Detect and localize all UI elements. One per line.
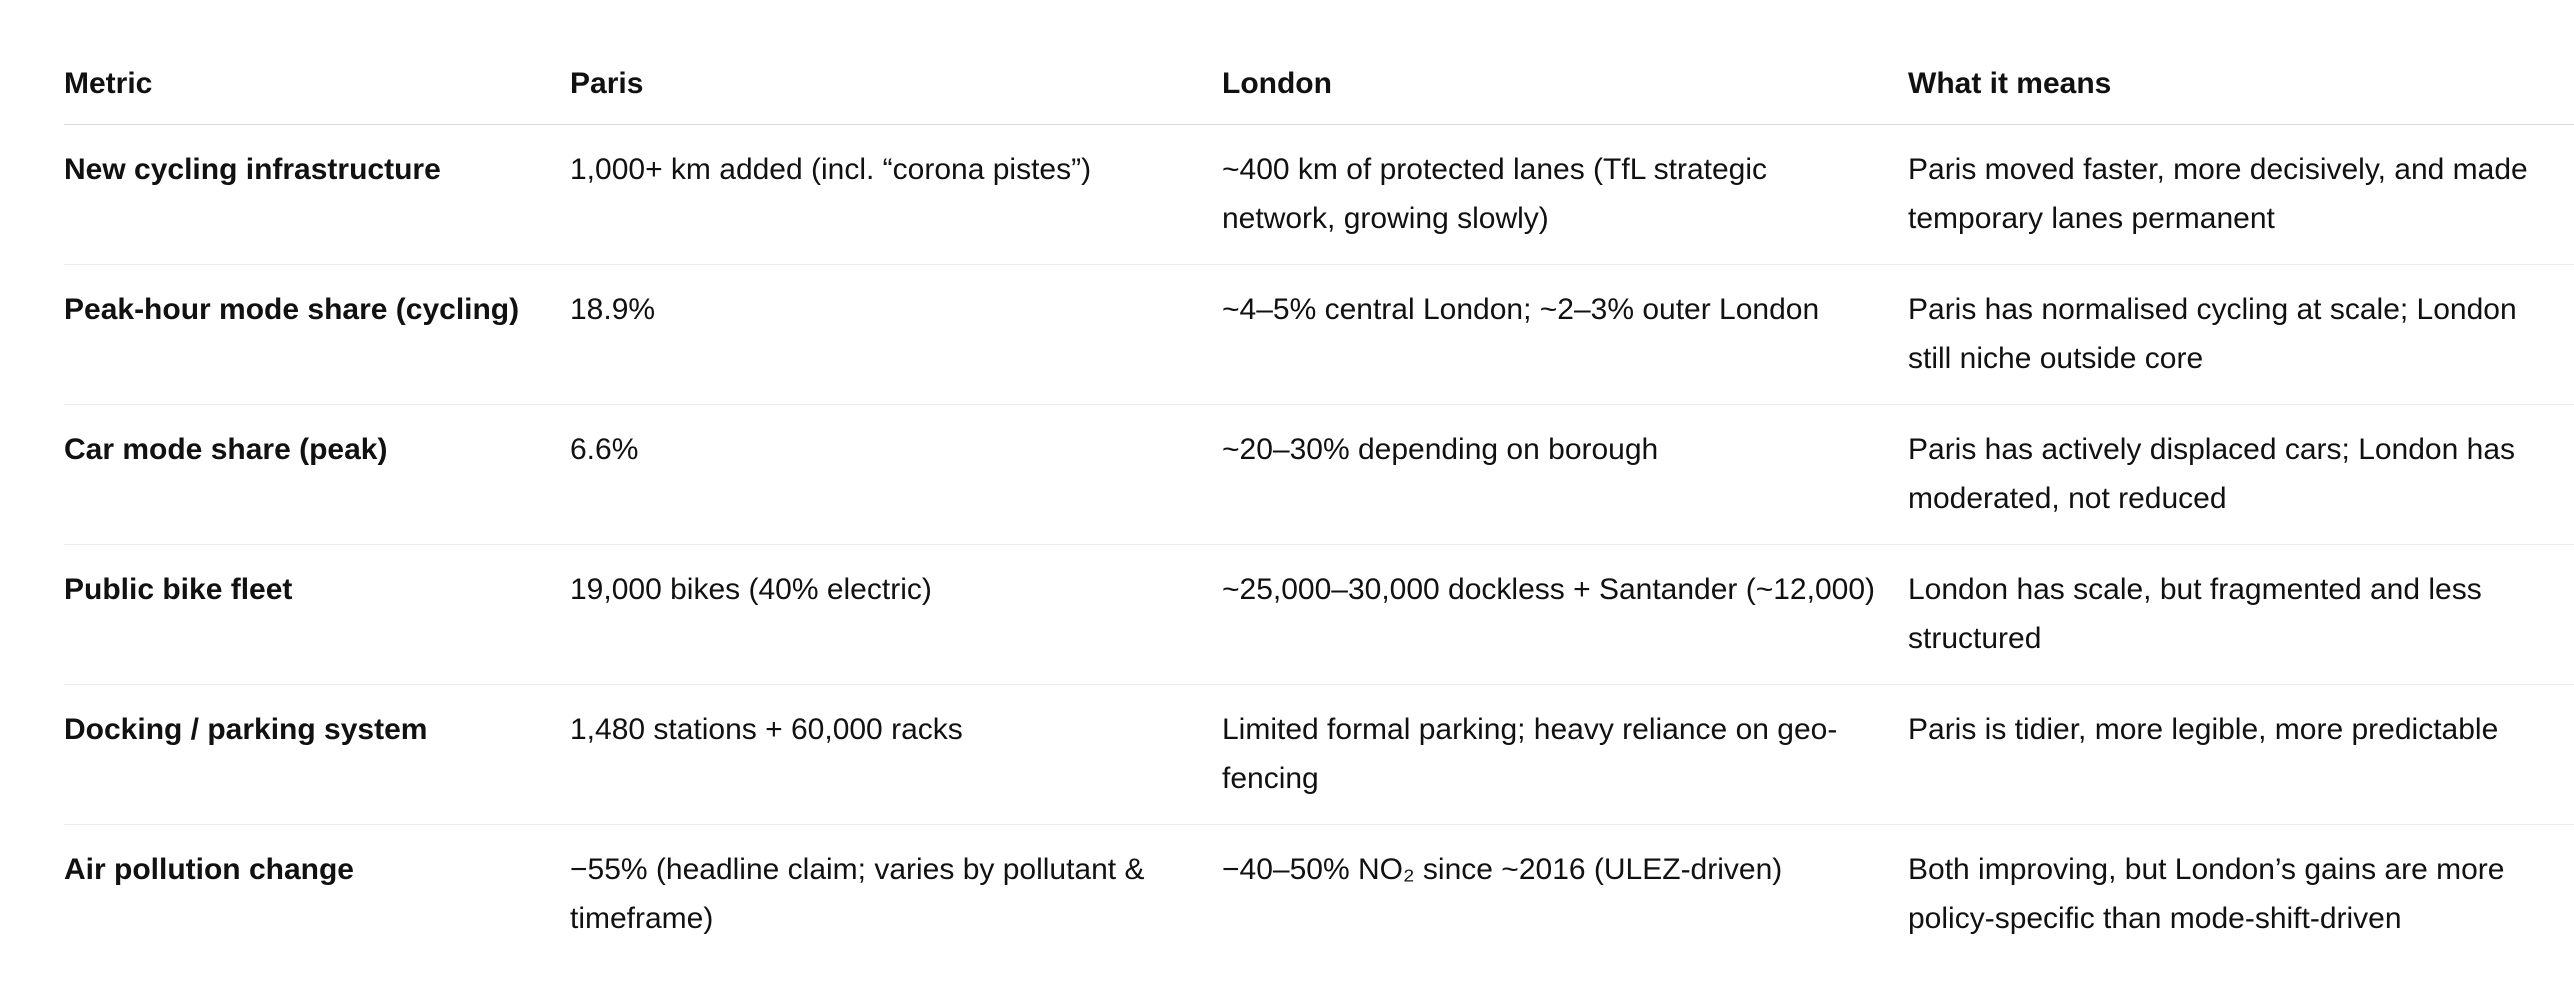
table-row — [64, 405, 2574, 545]
comparison-table — [64, 52, 2574, 964]
comparison-table-container — [64, 52, 2574, 964]
cell-london: ~20–30% depending on borough — [1222, 405, 1908, 545]
header-paris: Paris — [570, 52, 1222, 125]
cell-meaning: Paris moved faster, more decisively, and made temporary lanes permanent — [1908, 125, 2574, 265]
cell-london: Limited formal parking; heavy reliance on geo-fencing — [1222, 685, 1908, 825]
header-what-it-means: What it means — [1908, 52, 2574, 125]
cell-london: ~4–5% central London; ~2–3% outer London — [1222, 265, 1908, 405]
cell-paris: 6.6% — [570, 405, 1222, 545]
cell-metric: Air pollution change — [64, 853, 354, 886]
cell-london: −40–50% NO₂ since ~2016 (ULEZ-driven) — [1222, 853, 1783, 886]
cell-meaning: Paris is tidier, more legible, more predictable — [1908, 685, 2574, 825]
cell-paris: 1,000+ km added (incl. “corona pistes”) — [570, 125, 1222, 265]
cell-meaning: Both improving, but London’s gains are more policy-specific than mode-shift-driven — [1908, 853, 2505, 935]
cell-meaning: Paris has normalised cycling at scale; London still niche outside core — [1908, 265, 2574, 405]
cell-metric: Docking / parking system — [64, 685, 570, 825]
table-row — [64, 125, 2574, 265]
cell-metric: Public bike fleet — [64, 545, 570, 685]
cell-metric: Peak-hour mode share (cycling) — [64, 265, 570, 405]
cell-metric: Car mode share (peak) — [64, 405, 570, 545]
cell-metric: New cycling infrastructure — [64, 125, 570, 265]
table-row — [64, 265, 2574, 405]
cell-london: ~400 km of protected lanes (TfL strategic network, growing slowly) — [1222, 125, 1908, 265]
header-london: London — [1222, 52, 1908, 125]
table-row — [64, 825, 2574, 965]
cell-paris: 18.9% — [570, 265, 1222, 405]
cell-paris: 19,000 bikes (40% electric) — [570, 545, 1222, 685]
cell-meaning: Paris has actively displaced cars; London has moderated, not reduced — [1908, 405, 2574, 545]
cell-meaning: London has scale, but fragmented and less structured — [1908, 545, 2574, 685]
cell-london: ~25,000–30,000 dockless + Santander (~12,000) — [1222, 545, 1908, 685]
table-row — [64, 685, 2574, 825]
header-metric: Metric — [64, 52, 570, 125]
cell-paris: −55% (headline claim; varies by pollutant & timeframe) — [570, 853, 1145, 935]
table-header-row — [64, 52, 2574, 125]
table-row — [64, 545, 2574, 685]
cell-paris: 1,480 stations + 60,000 racks — [570, 685, 1222, 825]
